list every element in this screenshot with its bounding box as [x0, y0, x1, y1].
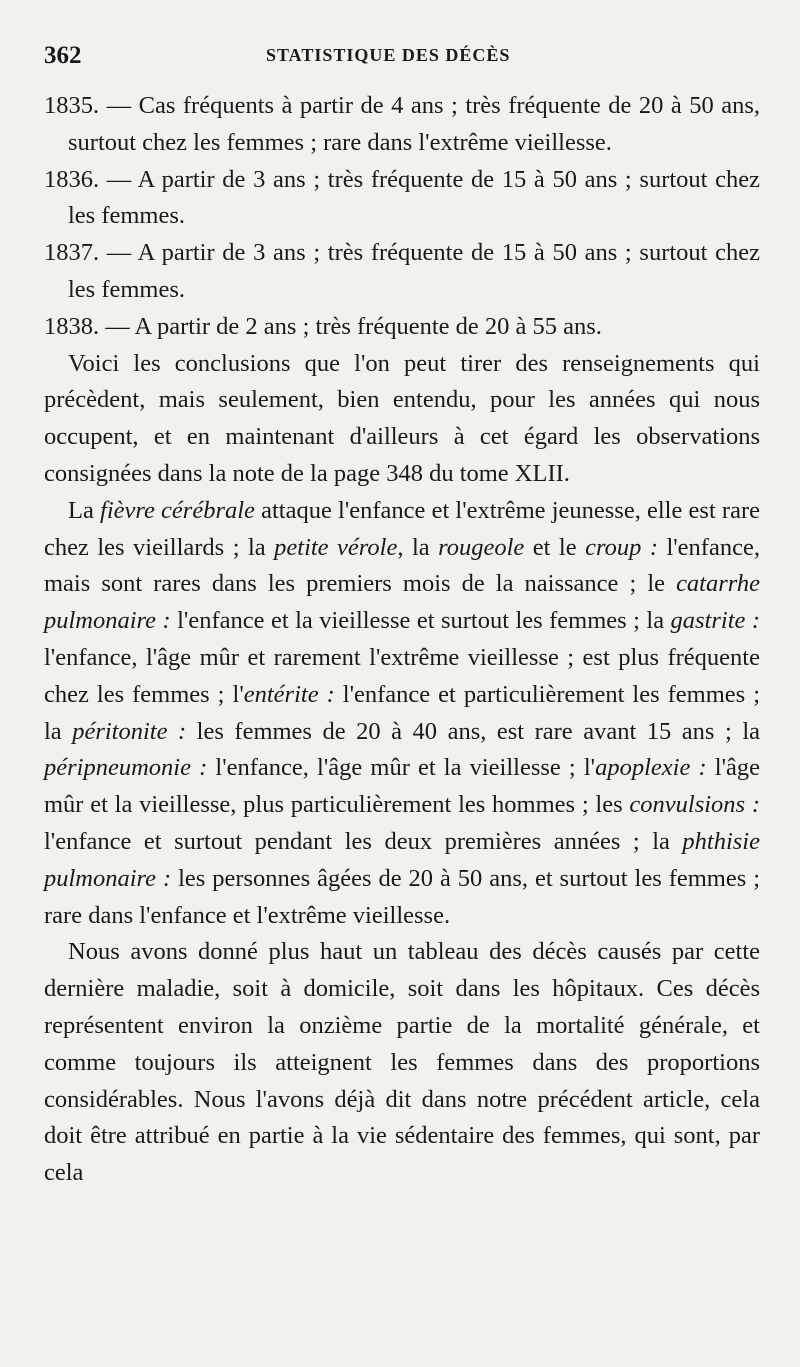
entry-text: — Cas fréquents à partir de 4 ans ; très fréquente de 20 à 50 ans, surtout chez les femmes ; rare dans l'extrême vieillesse.	[68, 92, 760, 156]
disease-term: péripneumonie :	[44, 754, 208, 782]
disease-term: rougeole	[438, 533, 525, 561]
text-run: l'enfance, mais sont rares dans les premiers mois de la naissance ; le	[44, 533, 760, 598]
disease-term: péritonite :	[72, 717, 187, 745]
paragraph-diseases	[44, 493, 760, 935]
disease-term: gastrite :	[670, 607, 761, 635]
disease-term: catarrhe pulmonaire :	[44, 570, 760, 635]
disease-term: fièvre cérébrale	[100, 496, 255, 524]
entry-text: — A partir de 3 ans ; très fréquente de 15 à 50 ans ; surtout chez les femmes.	[68, 239, 760, 303]
text-run: les personnes âgées de 20 à 50 ans, et surtout les femmes ; rare dans l'enfance et l'extrême vieillesse.	[44, 864, 760, 929]
entry-year: 1835.	[44, 92, 100, 119]
text-run: l'enfance et la vieillesse et surtout les femmes ; la	[170, 607, 671, 635]
page-number: 362	[44, 42, 82, 69]
disease-term: convulsions :	[629, 791, 760, 819]
entry-1838	[44, 309, 760, 346]
disease-term: entérite :	[243, 680, 335, 708]
entries-list	[44, 88, 760, 346]
text-run: l'enfance, l'âge mûr et rarement l'extrême vieillesse ; est plus fréquente chez les femmes ; l'	[44, 643, 760, 708]
entry-year: 1836.	[44, 165, 100, 193]
text-run: attaque l'enfance et l'extrême jeunesse, elle est rare chez les vieillards ; la	[44, 496, 760, 561]
text-run: La	[68, 496, 101, 524]
page-header	[44, 38, 760, 88]
paragraph-conclusions: Voici les conclusions que l'on peut tirer des renseignements qui précèdent, mais seulement, bien entendu, pour les années qui nous occupent, et en maintenant d'ailleurs à cet égard les observations consignées dans la note de la page 348 du tome XLII.	[44, 349, 760, 487]
text-run: les femmes de 20 à 40 ans, est rare avant 15 ans ; la	[186, 717, 760, 745]
text-run: , la	[397, 533, 439, 561]
entry-text: — A partir de 3 ans ; très fréquente de 15 à 50 ans ; surtout chez les femmes.	[68, 165, 760, 230]
entry-1837	[44, 235, 760, 309]
text-run: et le	[524, 533, 586, 561]
text-run: l'enfance et surtout pendant les deux premières années ; la	[44, 827, 683, 855]
disease-term: apoplexie :	[595, 754, 707, 782]
text-run: l'enfance et particulièrement les femmes ; la	[44, 680, 761, 745]
entry-year: 1838.	[44, 312, 100, 340]
entry-1836	[44, 162, 760, 236]
text-run: l'enfance, l'âge mûr et la vieillesse ; l'	[207, 754, 596, 782]
entry-text: — A partir de 2 ans ; très fréquente de 20 à 55 ans.	[99, 312, 602, 340]
disease-term: croup :	[585, 533, 658, 561]
entry-year: 1837.	[44, 239, 100, 267]
paragraph-phthisie: Nous avons donné plus haut un tableau des décès causés par cette dernière maladie, soit à domicile, soit dans les hôpitaux. Ces décès représentent environ la onzième partie de la mortalité générale, et comme toujours ils atteignent les femmes dans des proportions considérables. Nous l'avons déjà dit dans notre précédent article, cela doit être attribué en partie à la vie sédentaire des femmes, qui sont, par cela	[44, 938, 760, 1187]
running-title: STATISTIQUE DES DÉCÈS	[266, 45, 511, 65]
entry-1835	[44, 88, 760, 162]
text-run: l'âge mûr et la vieillesse, plus particulièrement les hommes ; les	[44, 754, 760, 819]
disease-term: phthisie pulmonaire :	[44, 827, 760, 892]
disease-term: petite vérole	[274, 533, 398, 561]
